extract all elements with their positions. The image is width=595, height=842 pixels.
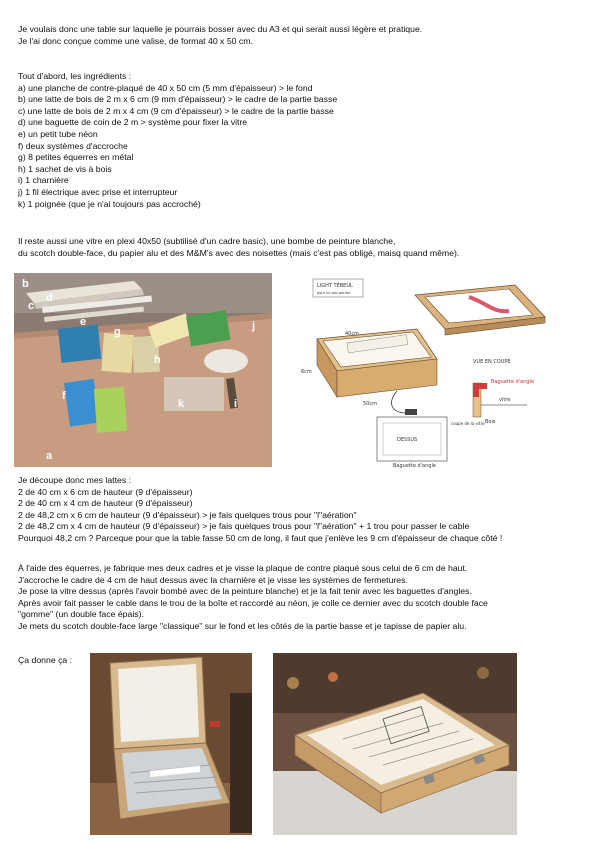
ingredient-item: e) un petit tube néon [18,128,98,139]
intro-line: Je voulais donc une table sur laquelle je pourrais bosser avec du A3 et qui serait aussi légère et pratique. [18,24,423,34]
cutting-line: Je découpe donc mes lattes : [18,475,132,485]
photo-label: b [22,278,29,290]
sketch-section-title: VUE EN COUPE [473,359,511,365]
photo-label: c [28,300,35,312]
photo-label: k [178,398,185,410]
result-photo-lit-svg [273,653,517,835]
sketch-baguette: Baguette d'angle [491,379,534,385]
photo-label: e [80,316,87,328]
cutting-line: 2 de 40 cm x 4 cm de hauteur (9 d'épaisseur) [18,498,193,509]
ingredient-item: f) deux systèmes d'accroche [18,140,128,151]
sketch-dessus: DESSUS [397,437,418,443]
assembly-line: À l'aide des équerres, je fabrique mes deux cadres et je visse la plaque de contre plaqué sous celui de 6 cm de haut. [18,563,468,573]
ingredient-item: h) 1 sachet de vis à bois [18,163,112,174]
sketch-subtitle: pour ne pas perdre [317,291,351,295]
ingredient-item: j) 1 fil électrique avec prise et interrupteur [18,186,178,197]
sketch-drawing [287,273,583,469]
sketch-baguette-bottom: Baguette d'angle [393,463,436,469]
cutting-line: 2 de 48,2 cm x 6 cm de hauteur (9 d'épaisseur) > je fais quelques trous pour "l"aération" [18,509,357,520]
result-text: Ça donne ça : [18,655,73,665]
sketch-vitre: vitre [499,397,511,403]
ingredients-title: Tout d'abord, les ingrédients : [18,71,132,81]
assembly-line: "gomme" (un double face épais). [18,609,144,620]
sketch-dim: 50cm [363,401,377,407]
ingredients-section [18,71,583,210]
ingredient-item: i) 1 charnière [18,175,69,186]
extras-line: Il reste aussi une vitre en plexi 40x50 (subtilisé d'un cadre basic), une bombe de peinture blanche, [18,236,396,246]
ingredient-item: g) 8 petites équerres en métal [18,152,134,163]
assembly-line: J'accroche le cadre de 4 cm de haut dessus avec la charnière et je visse les systèmes de fermetures. [18,574,408,585]
ingredients-photo [14,273,272,467]
assembly-section [18,563,583,633]
sketch-title: LIGHT TÉBEUL [317,283,353,289]
result-photo-open-svg [90,653,252,835]
intro-line: Je l'ai donc conçue comme une valise, de format 40 x 50 cm. [18,35,253,46]
ingredient-item: b) une latte de bois de 2 m x 6 cm (9 mm d'épaisseur) > le cadre de la partie basse [18,94,338,105]
cutting-section [18,475,583,545]
cutting-line: 2 de 40 cm x 6 cm de hauteur (9 d'épaisseur) [18,486,193,497]
cutting-line: 2 de 48,2 cm x 4 cm de hauteur (9 d'épaisseur) > je fais quelques trous pour "l"aération" + 1 trou pour passer le cable [18,521,470,532]
photo-label: h [154,354,161,366]
result-photo-open [90,653,252,835]
photo-label: i [234,398,238,410]
sketch-bois: Bois [485,419,496,425]
intro-paragraph [18,24,583,47]
assembly-line: Je mets du scotch double-face large "classique" sur le fond et les côtés de la partie basse et je tapisse de papier alu. [18,620,467,631]
photo-label: g [114,326,121,338]
result-photo-lit [273,653,517,835]
sketch-dim: 40cm [345,331,359,337]
sketch-svg [287,273,583,469]
ingredient-item: k) 1 poignée (que je n'ai toujours pas accroché) [18,198,201,209]
ingredients-photo-svg [14,273,272,467]
photo-label: a [46,450,53,462]
extras-line: du scotch double-face, du papier alu et des M&M's avec des noisettes (mais c'est pas obligé, maisq quand même). [18,247,460,258]
photo-label: j [252,320,256,332]
extras-paragraph [18,236,583,259]
assembly-line: Après avoir fait passer le cable dans le trou de la boîte et raccordé au néon, je colle ce dernier avec du scotch double face [18,597,488,608]
sketch-coupe-vitre: coupe de la vitre [451,421,485,426]
ingredient-item: c) une latte de bois de 2 m x 4 cm (9 cm d'épaisseur) > le cadre de la partie basse [18,105,334,116]
sketch-dim: 6cm [301,369,312,375]
photo-label: d [46,292,53,304]
photo-label: f [62,390,66,402]
ingredient-item: d) une baguette de coin de 2 m > système pour fixer la vitre [18,117,248,128]
ingredient-item: a) une planche de contre-plaqué de 40 x 50 cm (5 mm d'épaisseur) > le fond [18,82,313,93]
assembly-line: Je pose la vitre dessus (après l'avoir bombé avec de la peinture blanche) et je la fait tenir avec les baguettes d'angles. [18,586,472,597]
cutting-line: Pourquoi 48,2 cm ? Parceque pour que la table fasse 50 cm de long, il faut que j'enlève les 9 cm d'épaisseur de chaque côté ! [18,532,503,543]
